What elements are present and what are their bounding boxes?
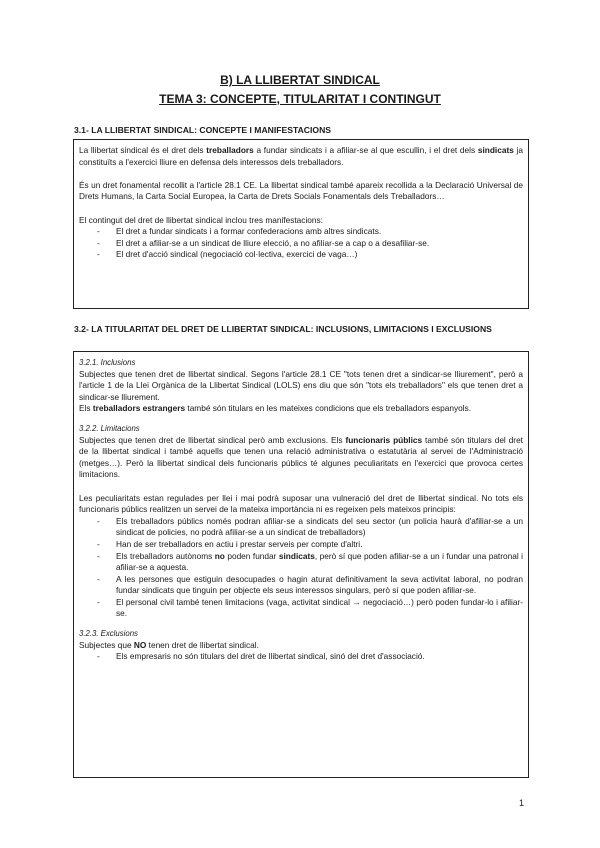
bold-term: treballadors estrangers bbox=[92, 403, 186, 414]
document-title: B) LA LLIBERTAT SINDICAL bbox=[220, 73, 380, 87]
list-item: - El dret a afiliar-se a un sindicat de lliure elecció, a no afiliar-se a cap o a desafiliar-se. bbox=[97, 237, 430, 248]
subheading-limitacions: 3.2.2. Limitacions bbox=[79, 423, 140, 433]
bold-term: sindicats bbox=[477, 145, 514, 155]
dash-bullet: - bbox=[97, 651, 100, 662]
paragraph-peculiaritats: Les peculiaritats estan regulades per llei i mai podrà suposar una vulneració del dret de llibertat sindical. No tots els funcionaris públics realitzen un servei de la mateixa importància ni es regeixen pels mateixos principis: bbox=[79, 492, 523, 515]
subheading-exclusions: 3.2.3. Exclusions bbox=[79, 629, 138, 639]
section-heading-3-2: 3.2- LA TITULARITAT DEL DRET DE LLIBERTAT SINDICAL: INCLUSIONS, LIMITACIONS I EXCLUSIONS bbox=[74, 324, 492, 334]
list-item: - Els empresaris no són titulars del dret de llibertat sindical, sinó del dret d'associació. bbox=[97, 651, 425, 662]
manifestations-list bbox=[79, 226, 523, 261]
dash-bullet: - bbox=[97, 237, 100, 248]
bold-term: treballadors bbox=[206, 145, 254, 155]
paragraph-foreign-workers: Els treballadors estrangers també són titulars en les mateixes condicions que els treballadors espanyols. bbox=[79, 403, 472, 414]
dash-bullet: - bbox=[97, 249, 100, 260]
page-number: 1 bbox=[519, 798, 525, 808]
paragraph-inclusions: Subjectes que tenen dret de llibertat sindical. Segons l'article 28.1 CE "tots tenen dret a sindicar-se lliurement", però a l'article 1 de la Llei Orgànica de la Llibertat Sindical (LOLS) ens diu que són "tots els treballadors" els que tenen dret a sindicar-se lliurement. bbox=[79, 368, 523, 402]
dash-bullet: - bbox=[97, 538, 100, 549]
paragraph-fundamental-right: És un dret fonamental recollit a l'article 28.1 CE. La llibertat sindical també apareix recollida a la Declaració Universal de Drets Humans, la Carta Social Europea, la Carta de Drets Socials Fonamentals dels Treballadors… bbox=[79, 179, 523, 202]
dash-bullet: - bbox=[97, 596, 100, 607]
paragraph-content-intro: El contingut del dret de llibertat sindical inclou tres manifestacions: bbox=[79, 214, 323, 225]
list-item: - Han de ser treballadors en actiu i prestar serveis per compte d'altri. bbox=[97, 538, 363, 549]
bold-term: sindicats bbox=[278, 550, 315, 561]
list-item: - El dret d'acció sindical (negociació col·lectiva, exercici de vaga…) bbox=[97, 249, 358, 260]
dash-bullet: - bbox=[97, 226, 100, 237]
list-item: - Els treballadors públics només podran afiliar-se a sindicats del seu sector (un policia haurà d'afiliar-se a un sindicat de policies, no podrà afiliar-se a un sindicat de treballadors) bbox=[97, 515, 523, 538]
bold-term: no bbox=[214, 550, 225, 561]
limitations-list bbox=[79, 516, 523, 620]
subheading-inclusions: 3.2.1. Inclusions bbox=[79, 358, 136, 367]
exclusions-list bbox=[79, 651, 523, 663]
paragraph-limitacions: Subjectes que tenen dret de llibertat sindical però amb exclusions. Els funcionaris públics també són titulars del dret de la llibertat sindical i també aquells que tenen una relació administrativa o estatutària al servei de l'Administració (metges…). Però la llibertat sindical dels funcionaris públics té algunes peculiaritats en l'exercici que provoca certes limitacions. bbox=[79, 434, 523, 480]
list-item: - El personal civil també tenen limitacions (vaga, activitat sindical → negociació…) però poden fundar-lo i afiliar-se. bbox=[97, 596, 523, 619]
list-item: - A les persones que estiguin desocupades o hagin aturat definitivament la seva activitat laboral, no podran fundar sindicats que tinguin per objecte els seus interessos singulars, però sí que poden afiliar-se. bbox=[97, 573, 523, 596]
bold-term: funcionaris públics bbox=[345, 434, 423, 445]
section-heading-3-1: 3.1- LA LLIBERTAT SINDICAL: CONCEPTE I MANIFESTACIONS bbox=[74, 125, 332, 135]
document-subtitle: TEMA 3: CONCEPTE, TITULARITAT I CONTINGUT bbox=[159, 92, 441, 106]
bold-term: NO bbox=[133, 639, 147, 650]
list-item: - El dret a fundar sindicats i a formar confederacions amb altres sindicats. bbox=[97, 226, 382, 237]
dash-bullet: - bbox=[97, 573, 100, 584]
dash-bullet: - bbox=[97, 550, 100, 561]
section-box-3-2 bbox=[73, 351, 529, 778]
list-item: - Els treballadors autònoms no poden fundar sindicats, però sí que poden afiliar-se a un i fundar una patronal i afiliar-se a aquesta. bbox=[97, 550, 524, 573]
paragraph-definition: La llibertat sindical és el dret dels treballadors a fundar sindicats i a afiliar-se al que escullin, i el dret dels sindicats ja constituïts a l'exercici lliure en defensa dels interessos dels treballadors. bbox=[79, 145, 523, 167]
section-box-3-1 bbox=[73, 139, 529, 309]
paragraph-exclusions: Subjectes que NO tenen dret de llibertat sindical. bbox=[79, 639, 259, 650]
dash-bullet: - bbox=[97, 515, 100, 526]
